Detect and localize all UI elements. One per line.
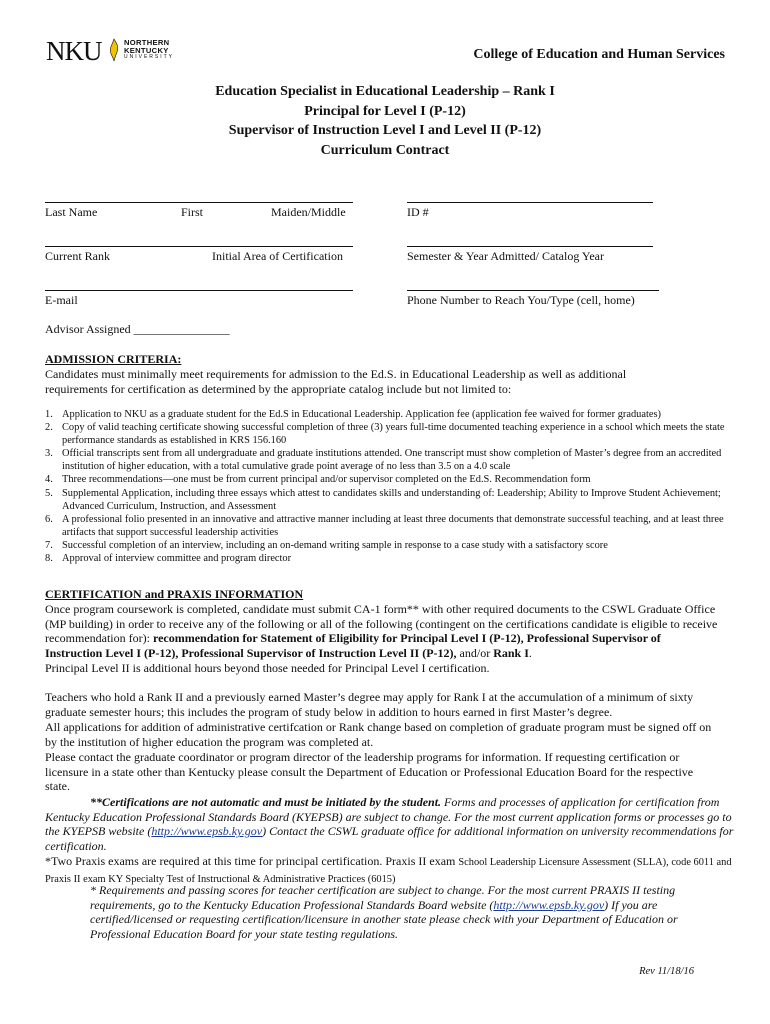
title-line-1: Education Specialist in Educational Leadership – Rank I [215,84,555,99]
certification-note [45,795,735,854]
last-name-label: Last Name [45,205,98,219]
item-number: 6. [45,513,53,525]
cert-text: and/or [456,646,494,661]
certification-heading: CERTIFICATION and PRAXIS INFORMATION [45,587,304,601]
admission-intro: Candidates must minimally meet requirements for admission to the Ed.S. in Educational Leadership as well as additional requirements for certification as determined by the appropriate catalog include but not limited to: [45,367,627,396]
logo-mark: NKU [46,36,102,66]
cert-text: . [528,646,532,661]
email-label: E-mail [45,293,78,307]
item-number: 8. [45,553,53,565]
cert-recommendation-text: recommendation for Statement of Eligibility for Principal Level I (P-12), Professional Supervisor of Instruction Level I (P-12), Professional Supervisor of Instruction Level II (P-12), [45,631,661,661]
epsb-link[interactable]: http://www.epsb.ky.gov [151,824,263,839]
title-line-3: Supervisor of Instruction Level I and Level II (P-12) [228,123,542,138]
id-line[interactable] [407,202,653,203]
item-text: Approval of interview committee and program director [62,553,292,565]
initial-area-label: Initial Area of Certification [212,249,343,263]
cert-text: Once program coursework is completed, candidate must submit CA-1 form** with other required documents to the CSWL Graduate Office (MP building) in order to receive any of the following or all of the following (contingent on the certifications candidate is eligible to receive recommendation for): [45,602,718,646]
flame-icon [108,38,120,62]
current-rank-label: Current Rank [45,249,110,263]
title-line-2: Principal for Level I (P-12) [304,103,466,119]
title-line-4: Curriculum Contract [320,142,450,158]
rank-i-text: Rank I [493,646,529,661]
revision-date: Rev 11/18/16 [639,966,694,977]
first-name-label: First [181,205,204,219]
logo-line-university: UNIVERSITY [124,54,175,60]
list-item [45,447,730,473]
semester-line[interactable] [407,246,653,247]
name-line[interactable] [45,202,353,203]
college-name: College of Education and Human Services [473,47,725,62]
list-item [45,408,730,421]
cert-note-text: Forms and processes of application for certification from Kentucky Education Professional Standards Board (KYEPSB) are subject to change. For the most current application forms or processes go to the KYEPSB website ( [45,795,732,839]
document-titles [0,82,770,160]
phone-label: Phone Number to Reach You/Type (cell, home) [407,293,635,307]
rank-line[interactable] [45,246,353,247]
item-number: 1. [45,409,53,420]
item-number: 5. [45,487,53,499]
email-line[interactable] [45,290,353,291]
item-text: A professional folio presented in an innovative and attractive manner including at least three documents that demonstrate successful teaching, and at least three artifacts that support successful leadership activities [62,513,724,538]
id-label: ID # [407,205,429,219]
item-text: Supplemental Application, including three essays which attest to candidates skills and understanding of: Leadership; Ability to Improve Student Achievement; Advanced Curriculum, Instruction, and Assessment [62,487,721,512]
principal-level-ii-note: Principal Level II is additional hours beyond those needed for Principal Level I certification. [45,660,490,675]
list-item [45,487,730,513]
item-number: 4. [45,474,53,486]
item-text: Copy of valid teaching certificate showing successful completion of three (3) years full-time documented teaching experience in a school which meets the state performance standards as established in KRS 156.160 [62,422,725,447]
list-item [45,421,730,447]
praxis-note-text: * Requirements and passing scores for teacher certification are subject to change. For the most current PRAXIS II testing requirements, go to the Kentucky Education Professional Standards Board website ( [90,883,676,912]
epsb-link[interactable]: http://www.epsb.ky.gov [493,897,605,912]
admission-heading: ADMISSION CRITERIA: [45,352,182,366]
praxis-exam-text: School Leadership Licensure Assessment (SLLA), code 6011 and Praxis II exam KY Specialty Test of Instructional & Administrative Practices (6015) [45,857,732,885]
phone-line[interactable] [407,290,659,291]
item-text: Successful completion of an interview, including an on-demand writing sample in response to a case study with a satisfactory score [62,539,608,551]
cert-note-text: ) Contact the CSWL graduate office for additional information on university recommendations for certification. [45,824,734,854]
praxis-note-text: ) If you are certified/licensed or requesting certification/licensure in another state please check with your Department of Education or Professional Education Board for your state testing regulations. [90,897,678,942]
logo-line-northern: NORTHERN [124,38,170,47]
item-text: Three recommendations—one must be from current principal and/or supervisor completed on the Ed.S. Recommendation form [62,474,591,486]
nku-logo [46,36,196,66]
logo-wordmark [124,39,174,62]
item-text: Application to NKU as a graduate student for the Ed.S in Educational Leadership. Application fee (application fee waived for former graduates) [62,409,661,420]
semester-label: Semester & Year Admitted/ Catalog Year [407,249,604,263]
item-text: Official transcripts sent from all undergraduate and graduate institutions attended. One transcript must show completion of Master’s degree from an accredited institution of higher education, with a total cumulative grade point average of no less than 3.5 on a 4.0 scale [62,448,722,473]
maiden-name-label: Maiden/Middle [271,205,346,219]
contact-paragraph: Please contact the graduate coordinator or program director of the leadership programs for information. If requesting certification or licensure in a state other than Kentucky please consult the Department of Education or Professional Education Board for the respective state. [45,750,694,794]
praxis-text: *Two Praxis exams are required at this time for principal certification. Praxis II exam [45,854,459,868]
list-item [45,513,730,539]
advisor-field[interactable]: Advisor Assigned ________________ [45,322,230,336]
item-number: 3. [45,448,53,460]
certification-paragraph [45,602,721,676]
cert-note-bold: **Certifications are not automatic and must be initiated by the student. [90,795,442,809]
logo-line-kentucky: KENTUCKY [124,45,169,55]
applications-paragraph: All applications for addition of administrative certifcation or Rank change based on completion of graduate program must be signed off on by the institution of higher education the program was completed at. [45,720,712,749]
list-item [45,552,730,565]
praxis-note [90,883,715,942]
admission-criteria-list [45,408,730,565]
list-item [45,473,730,486]
item-number: 7. [45,539,53,551]
rank-ii-paragraph: Teachers who hold a Rank II and a previously earned Master’s degree may apply for Rank I at the accumulation of a minimum of sixty graduate semester hours; this includes the program of study below in addition to hours earned in first Master’s degree. [45,690,694,719]
list-item [45,539,730,552]
item-number: 2. [45,422,53,434]
